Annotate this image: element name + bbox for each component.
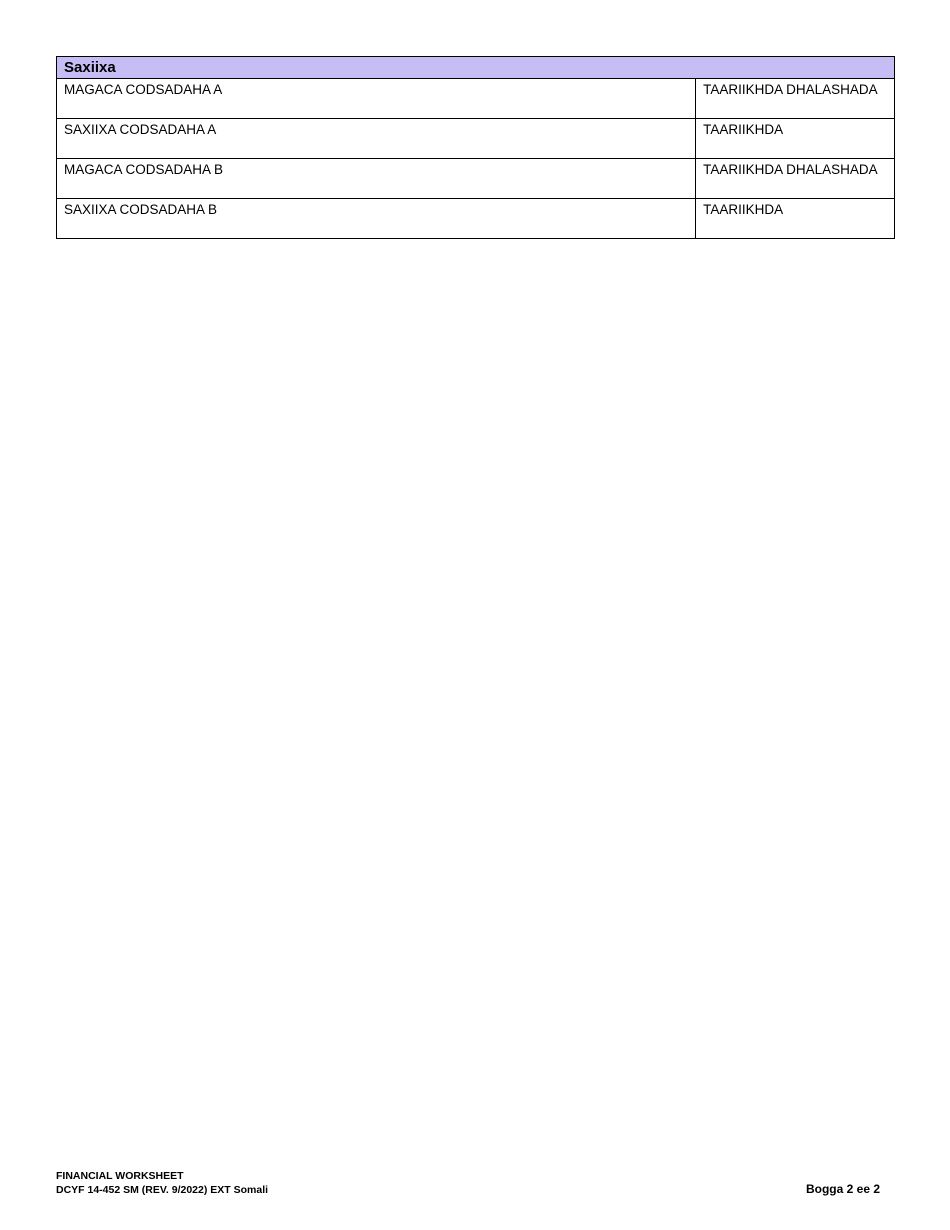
table-row — [57, 159, 895, 199]
applicant-a-signature-field[interactable]: SAXIIXA CODSADAHA A — [57, 119, 696, 159]
form-title: FINANCIAL WORKSHEET — [56, 1170, 184, 1182]
applicant-b-dob-field[interactable]: TAARIIKHDA DHALASHADA — [696, 159, 895, 199]
form-id: DCYF 14-452 SM (REV. 9/2022) EXT Somali — [56, 1184, 269, 1196]
applicant-a-date-field[interactable]: TAARIIKHDA — [696, 119, 895, 159]
table-row — [57, 199, 895, 239]
form-footer — [56, 1169, 268, 1197]
section-title: Saxiixa — [57, 57, 895, 79]
signature-table — [56, 56, 895, 239]
page-number: Bogga 2 ee 2 — [805, 1182, 880, 1196]
applicant-b-name-field[interactable]: MAGACA CODSADAHA B — [57, 159, 696, 199]
table-row — [57, 119, 895, 159]
applicant-a-name-field[interactable]: MAGACA CODSADAHA A — [57, 79, 696, 119]
applicant-b-date-field[interactable]: TAARIIKHDA — [696, 199, 895, 239]
applicant-b-signature-field[interactable]: SAXIIXA CODSADAHA B — [57, 199, 696, 239]
table-row — [57, 79, 895, 119]
applicant-a-dob-field[interactable]: TAARIIKHDA DHALASHADA — [696, 79, 895, 119]
signature-section-header — [57, 57, 895, 79]
